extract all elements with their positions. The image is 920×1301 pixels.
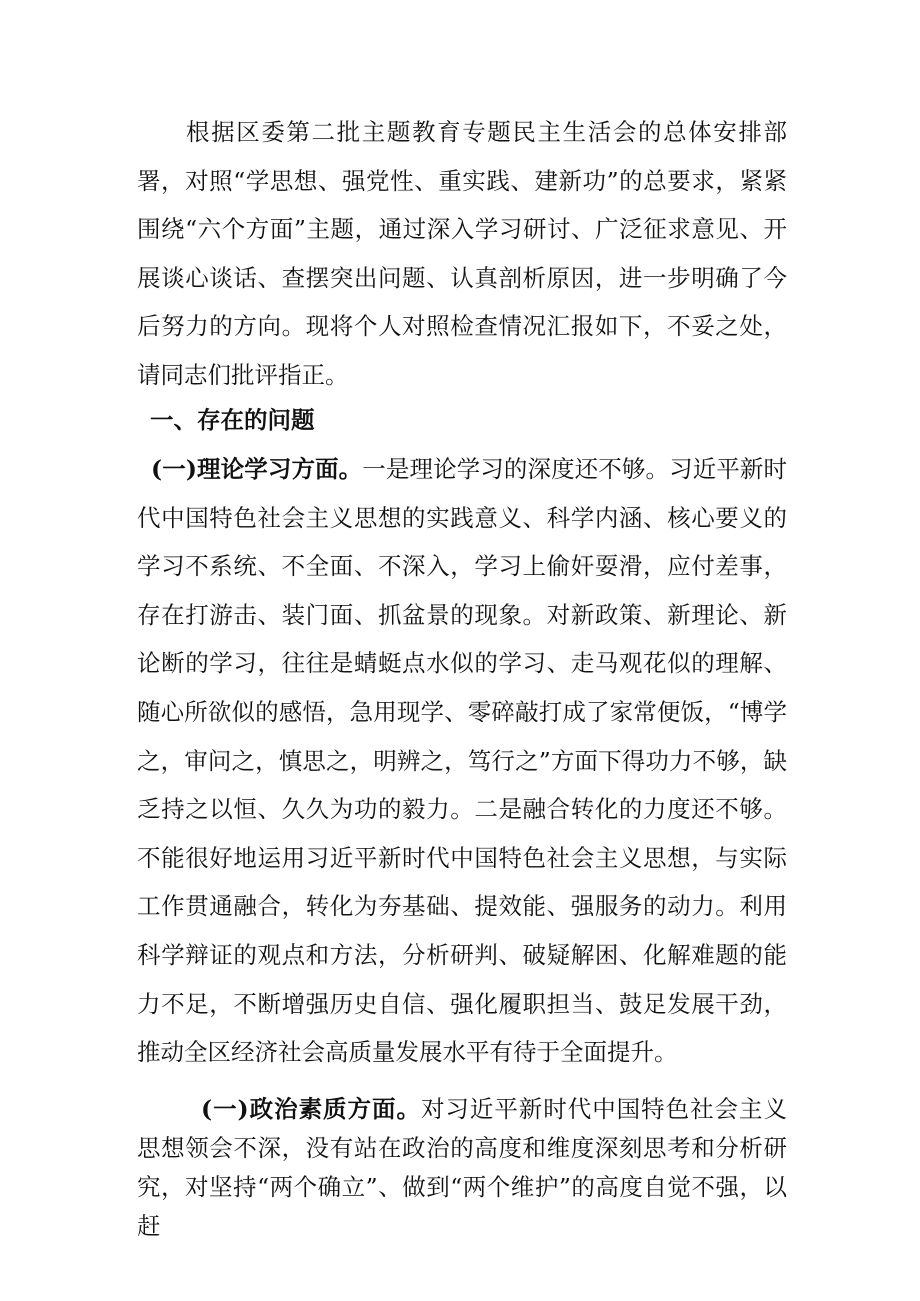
section-heading: 一、存在的问题 bbox=[150, 406, 315, 434]
political-quality-body: 对习近平新时代中国特色社会主义思想领会不深，没有站在政治的高度和维度深刻思考和分析研究，对坚持“两个确立”、做到“两个维护”的高度自觉不强，以赶 bbox=[137, 1095, 787, 1240]
theory-study-body: 一是理论学习的深度还不够。习近平新时代中国特色社会主义思想的实践意义、科学内涵、核心要义的学习不系统、不全面、不深入，学习上偷奸耍滑，应付差事，存在打游击、装门面、抓盆景的现象。对新政策、新理论、新论断的学习，往往是蜻蜓点水似的学习、走马观花似的理解、随心所欲似的感悟，急用现学、零碎敲打成了家常便饭，“博学之，审问之，慎思之，明辨之，笃行之”方面下得功力不够，缺乏持之以恒、久久为功的毅力。二是融合转化的力度还不够。不能很好地运用习近平新时代中国特色社会主义思想，与实际工作贯通融合，转化为夯基础、提效能、强服务的动力。利用科学辩证的观点和方法，分析研判、破疑解困、化解难题的能力不足，不断增强历史自信、强化履职担当、鼓足发展干劲，推动全区经济社会高质量发展水平有待于全面提升。 bbox=[137, 455, 787, 1067]
political-quality-paragraph bbox=[137, 1090, 787, 1246]
intro-paragraph: 根据区委第二批主题教育专题民主生活会的总体安排部署，对照“学思想、强党性、重实践、建新功”的总要求，紧紧围绕“六个方面”主题，通过深入学习研讨、广泛征求意见、开展谈心谈话、查摆突出问题、认真剖析原因，进一步明确了今后努力的方向。现将个人对照检查情况汇报如下，不妥之处，请同志们批评指正。 bbox=[137, 118, 787, 389]
political-quality-lead: (一)政治素质方面。 bbox=[201, 1095, 421, 1123]
theory-study-paragraph bbox=[137, 445, 787, 1077]
theory-study-lead: (一)理论学习方面。 bbox=[151, 455, 363, 483]
